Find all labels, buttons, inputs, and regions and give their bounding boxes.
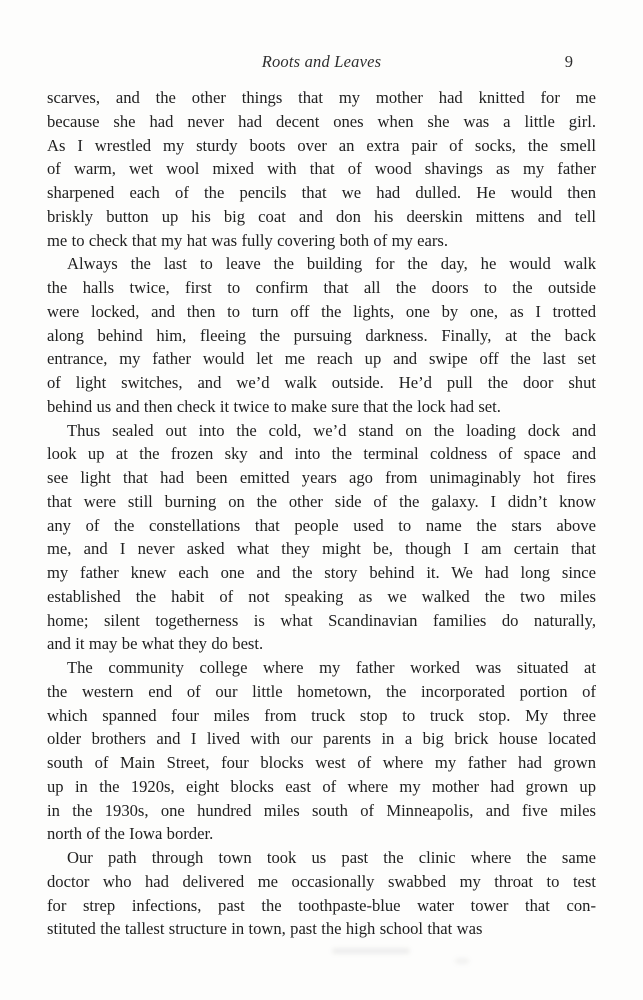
show-through-smudge [332, 948, 410, 954]
text-line: the halls twice, first to confirm that all the doors to the outside [47, 278, 596, 297]
text-line: which spanned four miles from truck stop to truck stop. My three [47, 705, 596, 725]
paragraph [47, 252, 596, 418]
text-line: of warm, wet wool mixed with that of wood shavings as my father [47, 159, 596, 179]
text-line: The community college where my father worked was situated at [67, 658, 596, 677]
paragraph [47, 86, 596, 252]
text-line: sharpened each of the pencils that we had dulled. He would then [47, 183, 596, 202]
text-line: briskly button up his big coat and don his deerskin mittens and tell [47, 206, 596, 226]
paragraph [47, 419, 596, 657]
text-line: the western end of our little hometown, the incorporated portion of [47, 681, 596, 701]
text-line: doctor who had delivered me occasionally swabbed my throat to test [47, 871, 596, 891]
page-number: 9 [564, 52, 573, 71]
show-through-smudge [455, 958, 469, 964]
paragraph [47, 656, 596, 846]
text-line: stituted the tallest structure in town, past the high school that was [47, 919, 483, 939]
text-line: As I wrestled my sturdy boots over an extra pair of socks, the smell [47, 135, 596, 155]
text-line: any of the constellations that people used to name the stars above [47, 515, 596, 535]
text-line: were locked, and then to turn off the lights, one by one, as I trotted [47, 301, 596, 321]
text-line: me, and I never asked what they might be, though I am certain that [47, 539, 596, 559]
text-line: my father knew each one and the story behind it. We had long since [47, 563, 596, 582]
text-line: me to check that my hat was fully covering both of my ears. [47, 230, 448, 250]
text-line: because she had never had decent ones when she was a little girl. [47, 111, 596, 131]
text-line: behind us and then check it twice to make sure that the lock had set. [47, 396, 501, 416]
text-line: Thus sealed out into the cold, we’d stand on the loading dock and [67, 420, 596, 440]
text-line: up in the 1920s, eight blocks east of where my mother had grown up [47, 776, 596, 796]
text-line: south of Main Street, four blocks west of where my father had grown [47, 753, 596, 772]
text-line: established the habit of not speaking as we walked the two miles [47, 586, 596, 606]
text-line: that were still burning on the other side of the galaxy. I didn’t know [47, 491, 596, 511]
text-line: in the 1930s, one hundred miles south of Minneapolis, and five miles [47, 800, 596, 820]
text-line: Always the last to leave the building for the day, he would walk [67, 254, 596, 274]
text-line: home; silent togetherness is what Scandinavian families do naturally, [47, 610, 596, 630]
text-line: scarves, and the other things that my mother had knitted for me [47, 88, 596, 107]
text-line: entrance, my father would let me reach up and swipe off the last set [47, 349, 596, 369]
text-line: north of the Iowa border. [47, 824, 214, 844]
page-body [47, 86, 596, 941]
text-line: along behind him, fleeing the pursuing darkness. Finally, at the back [47, 325, 596, 345]
running-header [47, 52, 596, 74]
running-header-title: Roots and Leaves [261, 52, 382, 71]
text-line: for strep infections, past the toothpaste-blue water tower that con- [47, 895, 596, 915]
text-line: and it may be what they do best. [47, 634, 264, 654]
text-line: of light switches, and we’d walk outside. He’d pull the door shut [47, 373, 596, 392]
text-line: older brothers and I lived with our parents in a big brick house located [47, 729, 596, 749]
paragraph [47, 846, 596, 941]
text-line: see light that had been emitted years ago from unimaginably hot fires [47, 468, 596, 487]
text-line: look up at the frozen sky and into the terminal coldness of space and [47, 444, 596, 464]
text-line: Our path through town took us past the clinic where the same [67, 848, 596, 867]
